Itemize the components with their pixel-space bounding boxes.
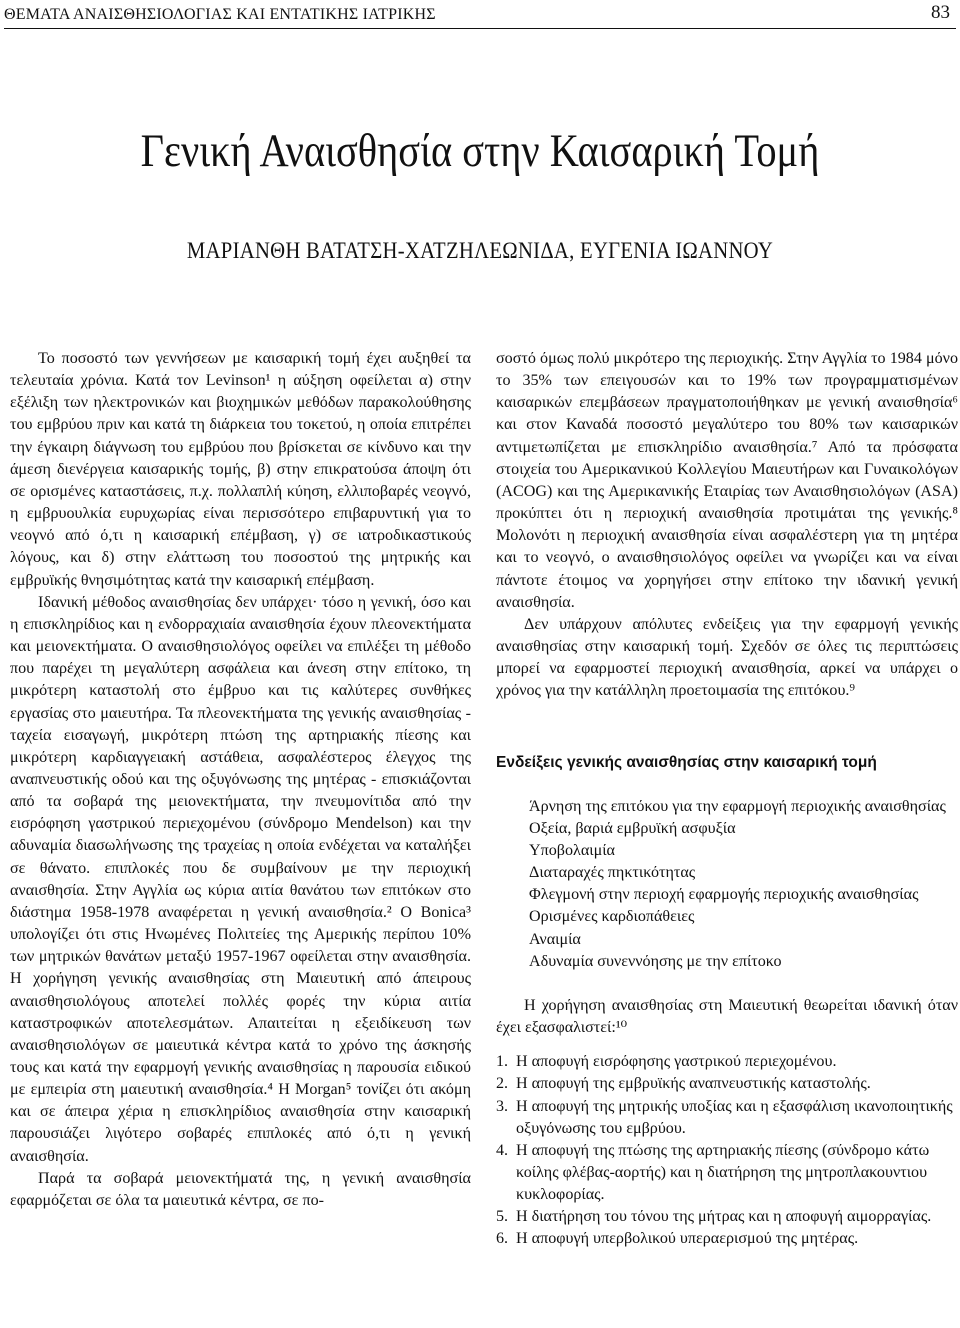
item-text: Η αποφυγή εισρόφησης γαστρικού περιεχομένου. <box>516 1053 837 1071</box>
left-column <box>10 348 471 1212</box>
header-rule <box>4 28 956 29</box>
indications-list <box>496 796 958 973</box>
right-column <box>496 348 958 1251</box>
list-item: Διαταραχές πηκτικότητας <box>529 864 696 882</box>
list-item <box>496 1140 958 1206</box>
section-heading: Ενδείξεις γενικής αναισθησίας στην καισαρική τομή <box>496 753 877 771</box>
running-header-journal: ΘΕΜΑΤΑ ΑΝΑΙΣΘΗΣΙΟΛΟΓΙΑΣ ΚΑΙ ΕΝΤΑΤΙΚΗΣ ΙΑΤΡΙΚΗΣ <box>4 6 436 23</box>
list-item: Ορισμένες καρδιοπάθειες <box>529 908 695 926</box>
item-text: Η αποφυγή της μητρικής υποξίας και η εξασφάλιση ικανοποιητικής οξυγόνωσης του εμβρύου. <box>516 1097 953 1137</box>
item-number: 6. <box>496 1230 509 1248</box>
page-number: 83 <box>931 2 950 23</box>
article-title: Γενική Αναισθησία στην Καισαρική Τομή <box>140 125 820 177</box>
item-number: 5. <box>496 1208 509 1226</box>
list-item: Υποβολαιμία <box>529 841 615 859</box>
item-text: Η αποφυγή υπερβολικού υπεραερισμού της μητέρας. <box>516 1230 859 1248</box>
article-authors: ΜΑΡΙΑΝΘΗ ΒΑΤΑΤΣΗ-ΧΑΤΖΗΛΕΩΝΙΔΑ, ΕΥΓΕΝΙΑ ΙΩΑΝΝΟΥ <box>186 238 774 263</box>
ideal-anesthesia-paragraph: Η χορήγηση αναισθησίας στη Μαιευτική θεωρείται ιδανική όταν έχει εξασφαλιστεί:¹⁰ <box>496 996 958 1037</box>
item-text: Η αποφυγή της εμβρυϊκής αναπνευστικής καταστολής. <box>516 1075 871 1093</box>
indications-intro-paragraph: Δεν υπάρχουν απόλυτες ενδείξεις για την εφαρμογή γενικής αναισθησίας στην καισαρική τομή. Σχεδόν σε όλες τις περιπτώσεις μπορεί να εφαρμοστεί περιοχική αναισθησία, αρκεί να υπάρχει ο χρόνος για την κατάλληλη προετοιμασία της επιτόκου.⁹ <box>496 615 958 700</box>
continuation-paragraph: σοστό όμως πολύ μικρότερο της περιοχικής. Στην Αγγλία το 1984 μόνο το 35% των επειγουσών και το 19% των προγραμματισμένων καισαρικών επεμβάσεων πραγματοποιήθηκαν με γενική αναισθησία⁶ και στον Καναδά ποσοστό μεγαλύτερο του 80% των καισαρικών αντιμετωπίζεται με επισκληρίδιο αναισθησία.⁷ Από τα πρόσφατα στοιχεία του Αμερικανικού Κολλεγίου Μαιευτήρων και Γυναικολόγων (ACOG) και της Αμερικανικής Εταιρίας των Αναισθησιολόγων (ASA) προκύπτει ότι η περιοχική αναισθησία προτιμάται της γενικής.⁸ Μολονότι η περιοχική αναισθησία είναι ασφαλέστερη για τη μητέρα και το νεογνό, ο αναισθησιολόγος οφείλει να γνωρίζει και να είναι πάντοτε έτοιμος να χορηγήσει στην επίτοκο την ιδανική γενική αναισθησία. <box>496 350 958 611</box>
list-item: Οξεία, βαριά εμβρυϊκή ασφυξία <box>529 819 736 837</box>
item-number: 4. <box>496 1141 509 1159</box>
list-item <box>496 1228 958 1250</box>
item-text: Η διατήρηση του τόνου της μήτρας και η αποφυγή αιμορραγίας. <box>516 1208 932 1226</box>
item-number: 3. <box>496 1097 509 1115</box>
item-number: 1. <box>496 1053 509 1071</box>
intro-paragraph: Το ποσοστό των γεννήσεων με καισαρική τομή έχει αυξηθεί τα τελευταία χρόνια. Κατά τον Levinson¹ η αύξηση οφείλεται α) στην εξέλιξη των ηλεκτρονικών και βιοχημικών μεθόδων παρακολούθησης του εμβρύου πριν και κατά τη διάρκεια του τοκετού, η οποία επιτρέπει την έγκαιρη διάγνωση του εμβρύου που βρίσκεται σε κίνδυνο και την άμεση διενέργεια καισαρικής τομής, β) στην επικρατούσα άποψη ότι σε ορισμένες καταστάσεις, π.χ. πολλαπλή κύηση, ελλιποβαρές νεογνό, η εμβρυουλκία ευρυχωρίας είναι περισσότερο επιβαρυντική για το νεογνό από ό,τι η καισαρική επέμβαση, γ) σε ιατροδικαστικούς λόγους, και δ) στην ελάττωση του ποσοστού της μητρικής και εμβρυϊκής θνησιμότητας κατά την καισαρική επέμβαση. <box>10 350 471 589</box>
item-text: Η αποφυγή της πτώσης της αρτηριακής πίεσης (σύνδρομο κάτω κοίλης φλέβας-αορτής) και η διατήρηση της μητροπλακουντιου κυκλοφορίας. <box>516 1141 930 1204</box>
list-item: Αδυναμία συνεννόησης με την επίτοκο <box>529 952 782 970</box>
conditions-list <box>496 1051 958 1250</box>
methods-paragraph: Ιδανική μέθοδος αναισθησίας δεν υπάρχει· τόσο η γενική, όσο και η επισκληρίδιος και η ενδορραχιαία αναισθησία έχουν πλεονεκτήματα και μειονεκτήματα. Ο αναισθησιολόγος οφείλει να επιλέξει τη μέθοδο που παρέχει τη μεγαλύτερη ασφάλεια και άνεση στην επίτοκο, τη μικρότερη καταστολή στο έμβρυο και τις καλύτερες συνθήκες εργασίας στο μαιευτήρα. Τα πλεονεκτήματα της γενικής αναισθησίας - ταχεία εισαγωγή, μικρότερη πτώση της αρτηριακής πίεσης και μικρότερη καρδιαγγειακή αστάθεια, ασφαλέστερος έλεγχος της αναπνευστικής οδού και της οξυγόνωσης της μητέρας - επισκιάζονται από τα σοβαρά της μειονεκτήματα, την πνευμονίτιδα από την εισρόφηση γαστρικού περιεχομένου (σύνδρομο Mendelson) και την αδυναμία διασωλήνωσης της τραχείας η οποία ενδέχεται να καταλήξει σε θάνατο. επιπλοκές που δε συμβαίνουν με την περιοχική αναισθησία. Στην Αγγλία ως κύρια αιτία θανάτου των επιτόκων στο διάστημα 1958-1978 αναφέρεται η γενική αναισθησία.² Ο Bonica³ υπολογίζει ότι στις Ηνωμένες Πολιτείες της Αμερικής περίπου 10% των μητρικών θανάτων μεταξύ 1957-1967 οφείλεται στην αναισθησία. Η χορήγηση γενικής αναισθησίας στη Μαιευτική από άπειρους αναισθησιολόγους αποτελεί πολλές φορές την κύρια αιτία καταστροφικών αποτελεσμάτων. Απαιτείται η εξειδίκευση των αναισθησιολόγων σε μαιευτικά κέντρα κατά το χρόνο της άσκησής τους και κατά την εφαρμογή γενικής αναισθησίας η παρουσία ειδικού με εμπειρία στη μαιευτική αναισθησία.⁴ Η Morgan⁵ τονίζει ότι ακόμη και σε άπειρα χέρια η επισκληρίδιος αναισθησία στην καισαρική παρουσιάζει λιγότερο σοβαρές επιπλοκές από ό,τι η γενική αναισθησία. <box>10 593 471 1165</box>
closing-paragraph: Παρά τα σοβαρά μειονεκτήματά της, η γενική αναισθησία εφαρμόζεται σε όλα τα μαιευτικά κέντρα, σε πο- <box>10 1169 471 1209</box>
item-number: 2. <box>496 1075 509 1093</box>
list-item <box>496 1096 958 1140</box>
list-item <box>496 1051 958 1073</box>
list-item <box>496 1073 958 1095</box>
list-item <box>496 1206 958 1228</box>
list-item: Αναιμία <box>529 930 581 948</box>
list-item: Άρνηση της επιτόκου για την εφαρμογή περιοχικής αναισθησίας <box>529 797 946 815</box>
list-item: Φλεγμονή στην περιοχή εφαρμογής περιοχικής αναισθησίας <box>529 886 919 904</box>
